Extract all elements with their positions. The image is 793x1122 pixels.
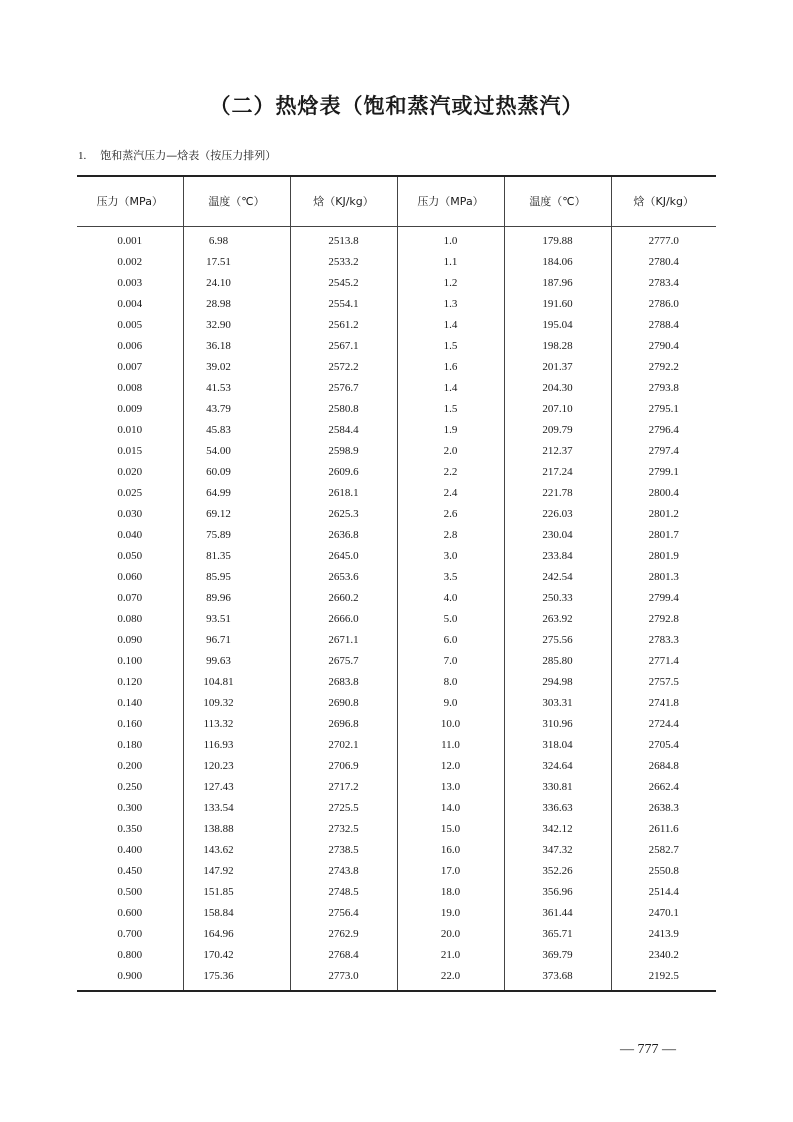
cell-temperature: 373.68: [504, 966, 611, 991]
cell-temperature: 45.83: [183, 420, 290, 441]
cell-pressure: 3.5: [397, 567, 504, 588]
cell-temperature: 6.98: [183, 226, 290, 252]
cell-temperature: 369.79: [504, 945, 611, 966]
cell-temperature: 365.71: [504, 924, 611, 945]
cell-enthalpy: 2780.4: [611, 252, 716, 273]
header-enthalpy-right: 焓（KJ/kg）: [611, 176, 716, 226]
table-row: [77, 273, 716, 294]
cell-pressure: 18.0: [397, 882, 504, 903]
cell-temperature: 81.35: [183, 546, 290, 567]
table-row: [77, 357, 716, 378]
cell-enthalpy: 2801.9: [611, 546, 716, 567]
cell-pressure: 9.0: [397, 693, 504, 714]
table-row: [77, 441, 716, 462]
cell-pressure: 0.350: [117, 823, 143, 835]
cell-enthalpy: 2660.2: [290, 588, 397, 609]
cell-pressure: 1.1: [397, 252, 504, 273]
table-row: [77, 462, 716, 483]
cell-pressure: 2.6: [397, 504, 504, 525]
cell-temperature: 285.80: [504, 651, 611, 672]
cell-enthalpy: 2762.9: [290, 924, 397, 945]
cell-enthalpy: 2801.7: [611, 525, 716, 546]
cell-temperature: 89.96: [183, 588, 290, 609]
table-row: [77, 798, 716, 819]
table-row: [77, 609, 716, 630]
cell-temperature: 36.18: [183, 336, 290, 357]
cell-pressure: 0.020: [117, 466, 143, 478]
cell-enthalpy: 2625.3: [290, 504, 397, 525]
cell-pressure: 3.0: [397, 546, 504, 567]
table-row: [77, 483, 716, 504]
cell-temperature: 93.51: [183, 609, 290, 630]
table-row: [77, 378, 716, 399]
cell-temperature: 104.81: [183, 672, 290, 693]
table-row: [77, 651, 716, 672]
cell-enthalpy: 2777.0: [611, 226, 716, 252]
table-row: [77, 966, 716, 991]
cell-pressure: 0.010: [117, 424, 143, 436]
header-temperature-right: 温度（℃）: [504, 176, 611, 226]
table-row: [77, 226, 716, 252]
cell-temperature: 60.09: [183, 462, 290, 483]
cell-enthalpy: 2738.5: [290, 840, 397, 861]
cell-pressure: 5.0: [397, 609, 504, 630]
table-row: [77, 693, 716, 714]
cell-enthalpy: 2513.8: [290, 226, 397, 252]
cell-pressure: 21.0: [397, 945, 504, 966]
cell-temperature: 41.53: [183, 378, 290, 399]
cell-enthalpy: 2732.5: [290, 819, 397, 840]
cell-temperature: 147.92: [183, 861, 290, 882]
cell-enthalpy: 2675.7: [290, 651, 397, 672]
cell-pressure: 20.0: [397, 924, 504, 945]
header-pressure-left: 压力（MPa）: [77, 176, 183, 226]
caption-number: 1.: [78, 150, 87, 162]
cell-pressure: 0.100: [117, 655, 143, 667]
cell-pressure: 0.300: [117, 802, 143, 814]
cell-pressure: 0.015: [117, 445, 143, 457]
table-row: [77, 630, 716, 651]
header-enthalpy-left: 焓（KJ/kg）: [290, 176, 397, 226]
table-row: [77, 840, 716, 861]
cell-pressure: 2.0: [397, 441, 504, 462]
cell-pressure: 19.0: [397, 903, 504, 924]
cell-enthalpy: 2783.4: [611, 273, 716, 294]
cell-temperature: 179.88: [504, 226, 611, 252]
cell-pressure: 0.500: [117, 886, 143, 898]
header-pressure-right: 压力（MPa）: [397, 176, 504, 226]
cell-temperature: 85.95: [183, 567, 290, 588]
cell-pressure: 0.160: [117, 718, 143, 730]
cell-temperature: 175.36: [183, 966, 290, 991]
cell-temperature: 39.02: [183, 357, 290, 378]
table-row: [77, 819, 716, 840]
cell-temperature: 64.99: [183, 483, 290, 504]
cell-pressure: 0.040: [117, 529, 143, 541]
cell-temperature: 221.78: [504, 483, 611, 504]
cell-enthalpy: 2690.8: [290, 693, 397, 714]
cell-enthalpy: 2702.1: [290, 735, 397, 756]
cell-enthalpy: 2561.2: [290, 315, 397, 336]
cell-temperature: 242.54: [504, 567, 611, 588]
cell-enthalpy: 2567.1: [290, 336, 397, 357]
cell-temperature: 212.37: [504, 441, 611, 462]
table-row: [77, 399, 716, 420]
cell-enthalpy: 2550.8: [611, 861, 716, 882]
cell-pressure: 12.0: [397, 756, 504, 777]
cell-pressure: 0.003: [117, 277, 143, 289]
cell-pressure: 4.0: [397, 588, 504, 609]
cell-enthalpy: 2757.5: [611, 672, 716, 693]
cell-enthalpy: 2792.8: [611, 609, 716, 630]
cell-pressure: 0.004: [117, 298, 143, 310]
cell-temperature: 198.28: [504, 336, 611, 357]
cell-enthalpy: 2792.2: [611, 357, 716, 378]
cell-enthalpy: 2653.6: [290, 567, 397, 588]
cell-temperature: 330.81: [504, 777, 611, 798]
cell-pressure: 0.001: [117, 235, 143, 247]
cell-enthalpy: 2638.3: [611, 798, 716, 819]
cell-temperature: 294.98: [504, 672, 611, 693]
cell-enthalpy: 2582.7: [611, 840, 716, 861]
cell-temperature: 230.04: [504, 525, 611, 546]
cell-enthalpy: 2413.9: [611, 924, 716, 945]
cell-pressure: 14.0: [397, 798, 504, 819]
cell-enthalpy: 2696.8: [290, 714, 397, 735]
cell-enthalpy: 2724.4: [611, 714, 716, 735]
cell-enthalpy: 2717.2: [290, 777, 397, 798]
cell-pressure: 10.0: [397, 714, 504, 735]
table-caption: [78, 147, 276, 163]
cell-enthalpy: 2725.5: [290, 798, 397, 819]
table-row: [77, 672, 716, 693]
cell-temperature: 32.90: [183, 315, 290, 336]
cell-temperature: 324.64: [504, 756, 611, 777]
cell-pressure: 2.4: [397, 483, 504, 504]
cell-temperature: 233.84: [504, 546, 611, 567]
cell-enthalpy: 2572.2: [290, 357, 397, 378]
cell-temperature: 151.85: [183, 882, 290, 903]
cell-pressure: 0.140: [117, 697, 143, 709]
cell-pressure: 0.800: [117, 949, 143, 961]
table-row: [77, 525, 716, 546]
cell-pressure: 2.2: [397, 462, 504, 483]
cell-temperature: 138.88: [183, 819, 290, 840]
cell-temperature: 113.32: [183, 714, 290, 735]
cell-temperature: 170.42: [183, 945, 290, 966]
cell-pressure: 1.4: [397, 378, 504, 399]
cell-pressure: 0.200: [117, 760, 143, 772]
cell-temperature: 207.10: [504, 399, 611, 420]
cell-pressure: 0.050: [117, 550, 143, 562]
cell-temperature: 96.71: [183, 630, 290, 651]
cell-temperature: 187.96: [504, 273, 611, 294]
cell-enthalpy: 2611.6: [611, 819, 716, 840]
cell-pressure: 0.006: [117, 340, 143, 352]
cell-pressure: 1.5: [397, 336, 504, 357]
cell-pressure: 0.002: [117, 256, 143, 268]
cell-enthalpy: 2609.6: [290, 462, 397, 483]
cell-enthalpy: 2684.8: [611, 756, 716, 777]
header-temperature-left: 温度（℃）: [183, 176, 290, 226]
cell-temperature: 28.98: [183, 294, 290, 315]
cell-enthalpy: 2748.5: [290, 882, 397, 903]
table-row: [77, 945, 716, 966]
cell-pressure: 2.8: [397, 525, 504, 546]
table-row: [77, 714, 716, 735]
cell-temperature: 120.23: [183, 756, 290, 777]
cell-enthalpy: 2576.7: [290, 378, 397, 399]
cell-temperature: 318.04: [504, 735, 611, 756]
table-row: [77, 588, 716, 609]
table-row: [77, 567, 716, 588]
cell-pressure: 7.0: [397, 651, 504, 672]
cell-pressure: 17.0: [397, 861, 504, 882]
cell-temperature: 342.12: [504, 819, 611, 840]
cell-temperature: 226.03: [504, 504, 611, 525]
cell-pressure: 1.9: [397, 420, 504, 441]
cell-temperature: 143.62: [183, 840, 290, 861]
cell-pressure: 1.2: [397, 273, 504, 294]
cell-enthalpy: 2340.2: [611, 945, 716, 966]
cell-pressure: 0.180: [117, 739, 143, 751]
cell-pressure: 6.0: [397, 630, 504, 651]
cell-temperature: 43.79: [183, 399, 290, 420]
cell-enthalpy: 2797.4: [611, 441, 716, 462]
cell-temperature: 99.63: [183, 651, 290, 672]
cell-pressure: 0.450: [117, 865, 143, 877]
cell-temperature: 158.84: [183, 903, 290, 924]
cell-pressure: 13.0: [397, 777, 504, 798]
cell-enthalpy: 2598.9: [290, 441, 397, 462]
cell-temperature: 191.60: [504, 294, 611, 315]
cell-pressure: 15.0: [397, 819, 504, 840]
cell-pressure: 0.030: [117, 508, 143, 520]
cell-enthalpy: 2801.3: [611, 567, 716, 588]
cell-temperature: 310.96: [504, 714, 611, 735]
cell-pressure: 11.0: [397, 735, 504, 756]
cell-enthalpy: 2470.1: [611, 903, 716, 924]
table-row: [77, 756, 716, 777]
cell-temperature: 209.79: [504, 420, 611, 441]
cell-pressure: 0.060: [117, 571, 143, 583]
cell-enthalpy: 2554.1: [290, 294, 397, 315]
cell-enthalpy: 2636.8: [290, 525, 397, 546]
table-row: [77, 420, 716, 441]
cell-enthalpy: 2783.3: [611, 630, 716, 651]
cell-pressure: 1.3: [397, 294, 504, 315]
cell-pressure: 0.007: [117, 361, 143, 373]
header-row: [77, 176, 716, 226]
cell-temperature: 17.51: [183, 252, 290, 273]
cell-pressure: 22.0: [397, 966, 504, 991]
table-row: [77, 903, 716, 924]
cell-temperature: 217.24: [504, 462, 611, 483]
cell-pressure: 0.005: [117, 319, 143, 331]
cell-enthalpy: 2706.9: [290, 756, 397, 777]
cell-temperature: 69.12: [183, 504, 290, 525]
table-row: [77, 735, 716, 756]
cell-enthalpy: 2756.4: [290, 903, 397, 924]
cell-temperature: 195.04: [504, 315, 611, 336]
cell-enthalpy: 2771.4: [611, 651, 716, 672]
cell-temperature: 250.33: [504, 588, 611, 609]
cell-pressure: 0.070: [117, 592, 143, 604]
cell-temperature: 116.93: [183, 735, 290, 756]
table-row: [77, 924, 716, 945]
table-row: [77, 336, 716, 357]
cell-enthalpy: 2683.8: [290, 672, 397, 693]
cell-temperature: 352.26: [504, 861, 611, 882]
cell-enthalpy: 2788.4: [611, 315, 716, 336]
cell-pressure: 0.700: [117, 928, 143, 940]
cell-enthalpy: 2533.2: [290, 252, 397, 273]
cell-pressure: 0.250: [117, 781, 143, 793]
cell-pressure: 1.6: [397, 357, 504, 378]
cell-enthalpy: 2666.0: [290, 609, 397, 630]
cell-enthalpy: 2645.0: [290, 546, 397, 567]
caption-text: 饱和蒸汽压力—焓表（按压力排列）: [100, 149, 277, 162]
cell-pressure: 0.009: [117, 403, 143, 415]
cell-enthalpy: 2796.4: [611, 420, 716, 441]
cell-pressure: 0.120: [117, 676, 143, 688]
cell-enthalpy: 2799.4: [611, 588, 716, 609]
cell-enthalpy: 2793.8: [611, 378, 716, 399]
cell-temperature: 356.96: [504, 882, 611, 903]
cell-pressure: 0.025: [117, 487, 143, 499]
cell-enthalpy: 2671.1: [290, 630, 397, 651]
cell-pressure: 0.400: [117, 844, 143, 856]
cell-pressure: 16.0: [397, 840, 504, 861]
cell-temperature: 347.32: [504, 840, 611, 861]
cell-temperature: 24.10: [183, 273, 290, 294]
cell-enthalpy: 2800.4: [611, 483, 716, 504]
cell-enthalpy: 2741.8: [611, 693, 716, 714]
cell-temperature: 54.00: [183, 441, 290, 462]
cell-pressure: 0.090: [117, 634, 143, 646]
table-body: [77, 226, 716, 991]
cell-temperature: 336.63: [504, 798, 611, 819]
cell-temperature: 109.32: [183, 693, 290, 714]
cell-pressure: 0.900: [77, 966, 183, 991]
table-row: [77, 504, 716, 525]
table-row: [77, 861, 716, 882]
cell-temperature: 204.30: [504, 378, 611, 399]
cell-enthalpy: 2773.0: [290, 966, 397, 991]
cell-temperature: 201.37: [504, 357, 611, 378]
cell-enthalpy: 2801.2: [611, 504, 716, 525]
cell-enthalpy: 2618.1: [290, 483, 397, 504]
cell-enthalpy: 2514.4: [611, 882, 716, 903]
cell-enthalpy: 2584.4: [290, 420, 397, 441]
saturated-steam-table: [77, 175, 716, 992]
cell-pressure: 0.600: [117, 907, 143, 919]
cell-temperature: 263.92: [504, 609, 611, 630]
cell-enthalpy: 2768.4: [290, 945, 397, 966]
cell-pressure: 0.080: [117, 613, 143, 625]
cell-temperature: 127.43: [183, 777, 290, 798]
cell-temperature: 361.44: [504, 903, 611, 924]
cell-temperature: 164.96: [183, 924, 290, 945]
table-row: [77, 546, 716, 567]
cell-enthalpy: 2580.8: [290, 399, 397, 420]
cell-enthalpy: 2790.4: [611, 336, 716, 357]
cell-temperature: 303.31: [504, 693, 611, 714]
cell-pressure: 8.0: [397, 672, 504, 693]
table-row: [77, 882, 716, 903]
cell-pressure: 1.5: [397, 399, 504, 420]
table-row: [77, 252, 716, 273]
cell-pressure: 1.0: [397, 226, 504, 252]
cell-temperature: 275.56: [504, 630, 611, 651]
page-number: — 777 —: [620, 1042, 676, 1057]
cell-enthalpy: 2545.2: [290, 273, 397, 294]
table-row: [77, 315, 716, 336]
cell-temperature: 75.89: [183, 525, 290, 546]
cell-enthalpy: 2795.1: [611, 399, 716, 420]
cell-pressure: 0.008: [117, 382, 143, 394]
cell-enthalpy: 2743.8: [290, 861, 397, 882]
cell-enthalpy: 2786.0: [611, 294, 716, 315]
cell-enthalpy: 2799.1: [611, 462, 716, 483]
cell-enthalpy: 2192.5: [611, 966, 716, 991]
table-row: [77, 777, 716, 798]
table-row: [77, 294, 716, 315]
cell-pressure: 1.4: [397, 315, 504, 336]
cell-enthalpy: 2705.4: [611, 735, 716, 756]
cell-temperature: 133.54: [183, 798, 290, 819]
cell-temperature: 184.06: [504, 252, 611, 273]
page-title: （二）热焓表（饱和蒸汽或过热蒸汽）: [209, 94, 584, 118]
cell-enthalpy: 2662.4: [611, 777, 716, 798]
